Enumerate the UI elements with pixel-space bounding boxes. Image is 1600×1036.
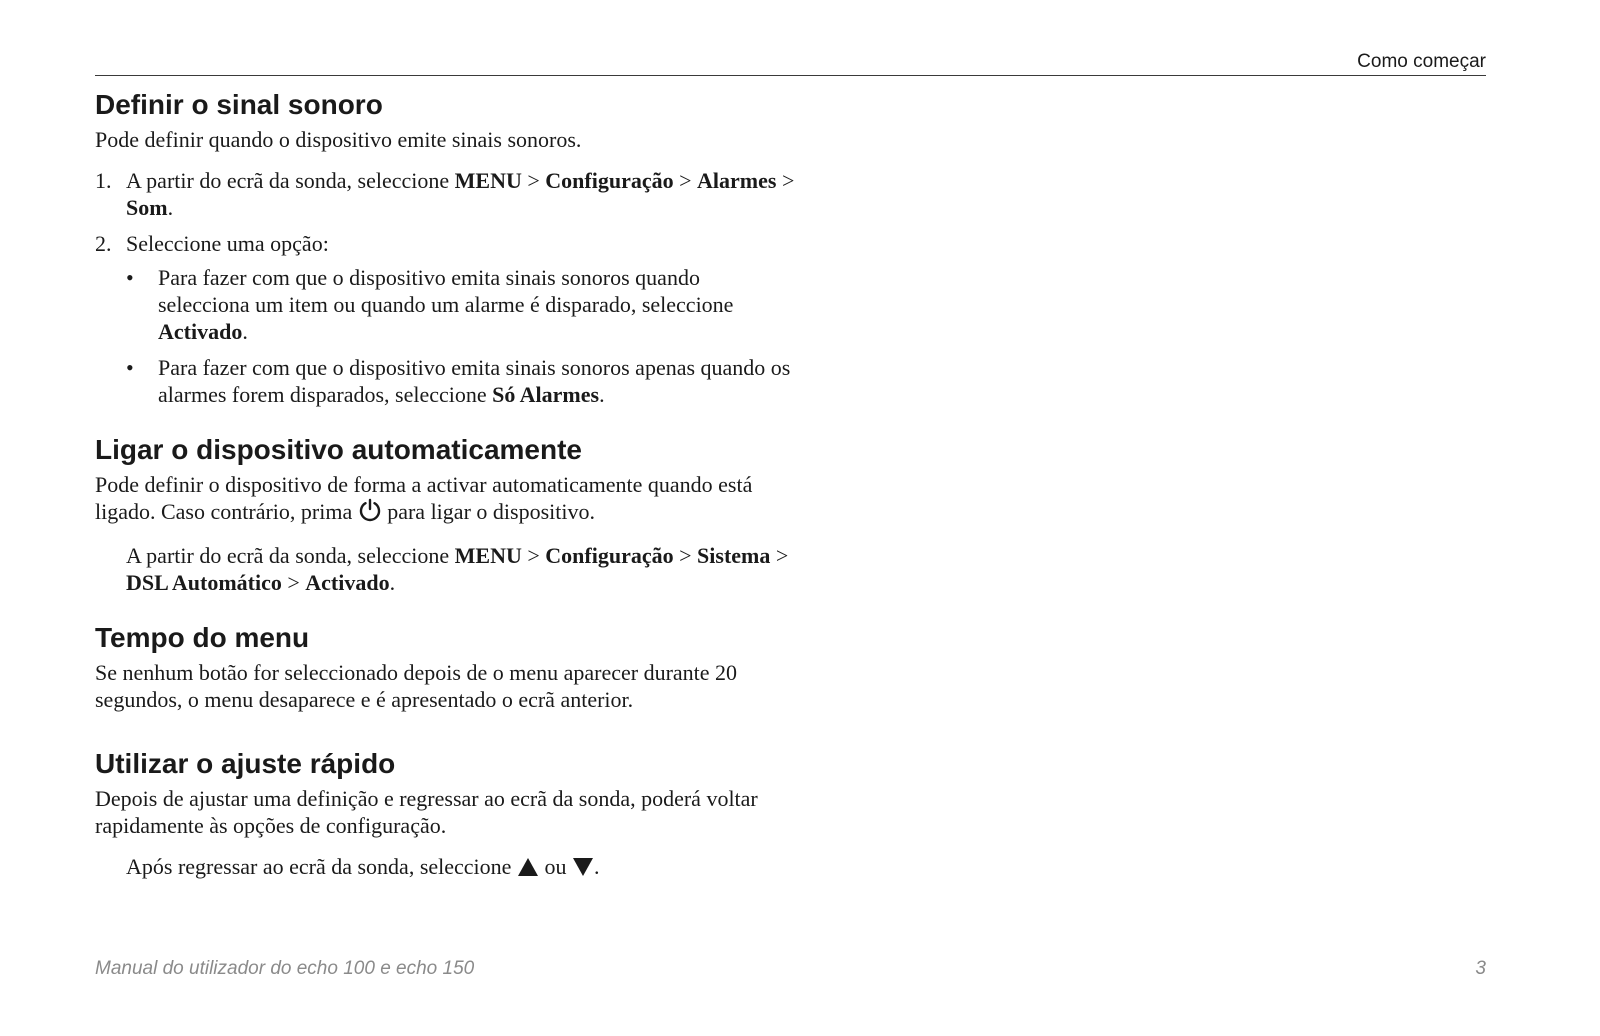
config-term: Configuração [545, 168, 674, 193]
path-separator: > [770, 543, 789, 568]
option-end: . [242, 319, 248, 344]
option-item [126, 354, 795, 408]
section-body: Depois de ajustar uma definição e regressar ao ecrã da sonda, poderá voltar rapidamente às opções de configuração. [95, 786, 758, 838]
section-intro [95, 471, 795, 528]
step-end: . [167, 195, 174, 220]
step-end: . [389, 570, 396, 595]
step-item [95, 167, 795, 221]
menu-term: MENU [454, 168, 522, 193]
path-separator: > [521, 168, 546, 193]
option-term: Só Alarmes [492, 382, 600, 407]
step-text [95, 853, 795, 883]
option-text: Para fazer com que o dispositivo emita sinais sonoros apenas quando os alarmes forem disparados, seleccione [158, 355, 791, 407]
step-lead: Após regressar ao ecrã da sonda, seleccione [126, 854, 517, 879]
config-term: Configuração [545, 543, 674, 568]
menu-term: MENU [454, 543, 522, 568]
step-item [95, 230, 795, 408]
section-title: Utilizar o ajuste rápido [95, 748, 396, 779]
step-lead: A partir do ecrã da sonda, seleccione [126, 543, 455, 568]
path-separator: > [673, 168, 698, 193]
step-or: ou [538, 854, 572, 879]
section-title: Definir o sinal sonoro [95, 89, 383, 120]
bullet: • [126, 355, 134, 380]
section-quick [95, 747, 795, 883]
path-separator: > [521, 543, 546, 568]
bullet: • [126, 265, 134, 290]
down-arrow-icon [572, 856, 594, 883]
alarms-term: Alarmes [697, 168, 777, 193]
header-rule [95, 75, 1486, 76]
dsl-term: DSL Automático [126, 570, 282, 595]
system-term: Sistema [697, 543, 771, 568]
path-separator: > [281, 570, 306, 595]
section-intro: Pode definir quando o dispositivo emite sinais sonoros. [95, 127, 582, 152]
page-number: 3 [1475, 958, 1486, 979]
activated-term: Activado [305, 570, 390, 595]
section-title: Ligar o dispositivo automaticamente [95, 434, 582, 465]
intro-text: Pode definir o dispositivo de forma a activar automaticamente quando está ligado. Caso contrário, prima [95, 472, 753, 524]
up-arrow-icon [517, 856, 539, 883]
sound-term: Som [126, 195, 168, 220]
running-header: Como começar [1357, 51, 1486, 72]
section-title: Tempo do menu [95, 622, 310, 653]
path-separator: > [776, 168, 795, 193]
options-list [126, 264, 795, 408]
step-text [95, 542, 795, 596]
step-number: 2. [95, 231, 112, 256]
option-text: Para fazer com que o dispositivo emita sinais sonoros quando selecciona um item ou quando um alarme é disparado, seleccione [158, 265, 734, 317]
step-text: Seleccione uma opção: [126, 231, 329, 256]
option-term: Activado [158, 319, 243, 344]
intro-text: para ligar o dispositivo. [381, 499, 595, 524]
step-end: . [593, 854, 600, 879]
steps-list [95, 167, 795, 408]
step-number: 1. [95, 168, 112, 193]
page-content [95, 88, 795, 908]
power-icon [358, 498, 382, 528]
section-sound [95, 88, 795, 408]
option-item [126, 264, 795, 345]
section-timeout [95, 621, 795, 713]
path-separator: > [673, 543, 698, 568]
section-body: Se nenhum botão for seleccionado depois de o menu aparecer durante 20 segundos, o menu desaparece e é apresentado o ecrã anterior. [95, 660, 738, 712]
step-text: A partir do ecrã da sonda, seleccione [126, 168, 455, 193]
footer-manual-title: Manual do utilizador do echo 100 e echo 150 [95, 958, 475, 979]
section-autopower [95, 433, 795, 596]
option-end: . [599, 382, 605, 407]
